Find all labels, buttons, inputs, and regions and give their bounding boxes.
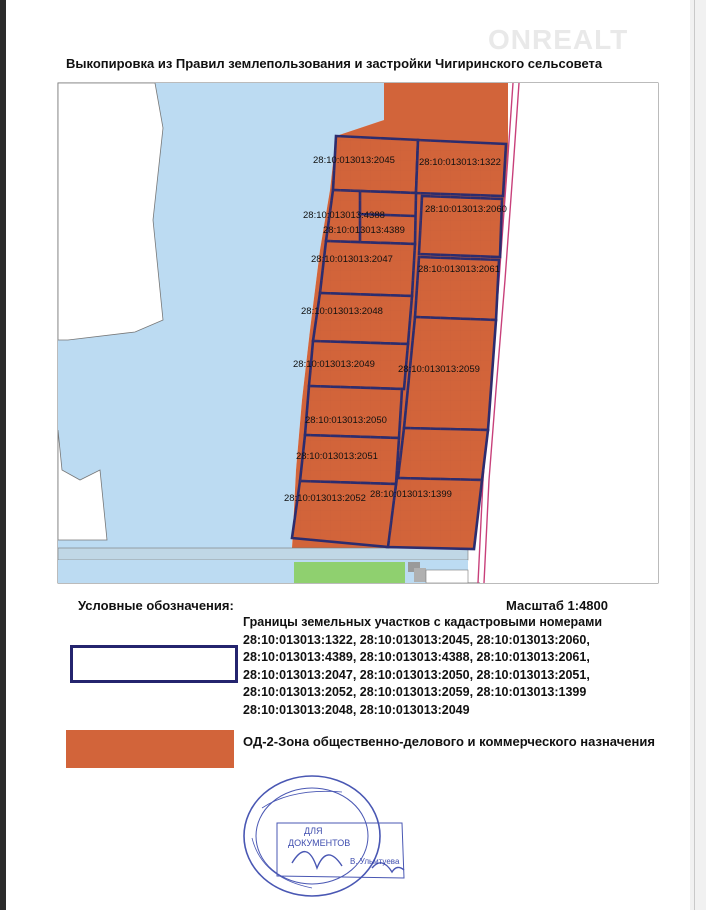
green-area (294, 562, 405, 583)
stamp-text-documents: ДОКУМЕНТОВ (288, 838, 351, 848)
legend-boundary-line: 28:10:013013:2048, 28:10:013013:2049 (243, 702, 470, 717)
parcel-label-2059: 28:10:013013:2059 (398, 364, 480, 375)
parcel-label-2049: 28:10:013013:2049 (293, 359, 375, 370)
parcel-label-2052: 28:10:013013:2052 (284, 493, 366, 504)
legend-swatch-zone (66, 730, 234, 768)
building-2 (414, 568, 426, 582)
legend-boundary-line: Границы земельных участков с кадастровыми номерами (243, 615, 603, 629)
parcel-label-4389: 28:10:013013:4389 (323, 225, 405, 236)
legend-title: Условные обозначения: (78, 598, 234, 613)
legend-boundary-line: 28:10:013013:2052, 28:10:013013:2059, 28:10:013013:1399 (243, 685, 587, 699)
stamp-text-dlya: ДЛЯ (304, 826, 323, 836)
official-stamp (222, 768, 422, 903)
plot-south (426, 570, 468, 583)
parcel-label-4388: 28:10:013013:4388 (303, 210, 385, 221)
parcel-label-2051: 28:10:013013:2051 (296, 451, 378, 462)
parcel-label-1399: 28:10:013013:1399 (370, 489, 452, 500)
legend-zone-text: ОД-2-Зона общественно-делового и коммерческого назначения (243, 734, 655, 749)
parcel-label-2045: 28:10:013013:2045 (313, 155, 395, 166)
parcel-label-2061: 28:10:013013:2061 (418, 264, 500, 275)
legend-swatch-boundary (70, 645, 238, 683)
legend-boundary-line: 28:10:013013:4389, 28:10:013013:4388, 28:10:013013:2061, (243, 650, 590, 664)
map-title: Выкопировка из Правил землепользования и застройки Чигиринского сельсовета (66, 56, 603, 71)
legend-boundary-line: 28:10:013013:1322, 28:10:013013:2045, 28:10:013013:2060, (243, 632, 590, 647)
parcel-label-2050: 28:10:013013:2050 (305, 415, 387, 426)
water-south (58, 560, 468, 583)
road (58, 548, 468, 560)
watermark: ONREALT (488, 24, 629, 55)
legend-boundary-line: 28:10:013013:2047, 28:10:013013:2050, 28:10:013013:2051, (243, 667, 590, 682)
parcel-label-2048: 28:10:013013:2048 (301, 306, 383, 317)
parcel-label-2047: 28:10:013013:2047 (311, 254, 393, 265)
stamp-text-name: В. Ульмтуева (350, 857, 400, 866)
land-patch-upper (58, 83, 163, 340)
parcel-label-1322: 28:10:013013:1322 (419, 157, 501, 168)
legend-boundary-text (243, 614, 683, 719)
map-scale: Масштаб 1:4800 (506, 598, 609, 613)
parcel-label-2060: 28:10:013013:2060 (425, 204, 507, 215)
